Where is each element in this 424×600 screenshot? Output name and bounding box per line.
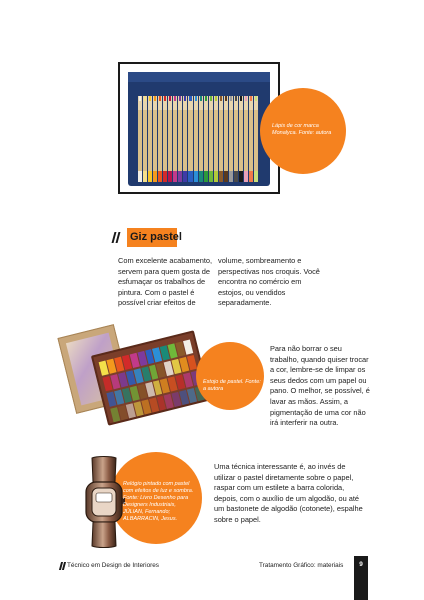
paragraph-1: Com excelente acabamento, servem para quem gosta de esfumaçar os trabalhos de pintura. Com o pastel é possível criar efeitos de xyxy=(118,256,213,308)
pencil xyxy=(244,96,248,182)
pencil xyxy=(148,96,152,182)
pencil xyxy=(234,96,238,182)
pencil-set xyxy=(138,96,258,182)
pencil xyxy=(194,96,198,182)
watch-sketch xyxy=(82,456,126,548)
section-marker-icon xyxy=(113,232,122,243)
pencil xyxy=(224,96,228,182)
footer-chapter-title: Tratamento Gráfico: materiais xyxy=(259,562,344,569)
pencil xyxy=(173,96,177,182)
pencil xyxy=(229,96,233,182)
paragraph-4: Uma técnica interessante é, ao invés de utilizar o pastel diretamente sobre o papel, raspar com um estilete a barra colorida, depois, com o auxílio de um algodão, ou até um bastonete de algodão (cotonete), espalhe sobre o papel. xyxy=(214,462,363,524)
footer-course-title: Técnico em Design de Interiores xyxy=(67,562,159,569)
colored-pencils-photo xyxy=(118,62,280,194)
pencil xyxy=(163,96,167,182)
pencil xyxy=(178,96,182,182)
section-title: Giz pastel xyxy=(130,231,182,243)
figure1-caption: Lápis de cor marca Monalyca. Fonte: autora xyxy=(272,123,332,136)
pencil xyxy=(249,96,253,182)
pencil xyxy=(138,96,142,182)
pencil xyxy=(183,96,187,182)
caption-circle-2 xyxy=(196,342,264,410)
footer-marker-icon xyxy=(60,562,67,570)
paragraph-3: Para não borrar o seu trabalho, quando quiser trocar a cor, lembre-se de limpar os seus dedos com um papel ou pano. O melhor, se possível, é lavar as mãos. Assim, a pigmentação de uma cor não irá interferir na outra. xyxy=(270,344,370,428)
pencil xyxy=(214,96,218,182)
page-number: 9 xyxy=(359,561,363,568)
pencil xyxy=(204,96,208,182)
pencil xyxy=(254,96,258,182)
pencil xyxy=(188,96,192,182)
paragraph-2: volume, sombreamento e perspectivas nos croquis. Você encontra no comércio em estojos, ou vendidos separadamente. xyxy=(218,256,320,308)
pencil xyxy=(219,96,223,182)
figure2-caption: Estojo de pastel. Fonte: a autora xyxy=(203,379,261,392)
figure3-caption: Relógio pintado com pastel com efeitos de luz e sombra. Fonte: Livro Desenho para Designers Industriais, JÚLIAN, Fernando; ALBARRACIN, Jesus. xyxy=(123,481,194,522)
pencil xyxy=(143,96,147,182)
pencil xyxy=(158,96,162,182)
pencil-tin xyxy=(128,72,270,186)
pencil xyxy=(209,96,213,182)
pencil xyxy=(239,96,243,182)
pencil xyxy=(168,96,172,182)
pencil xyxy=(153,96,157,182)
pencil xyxy=(199,96,203,182)
